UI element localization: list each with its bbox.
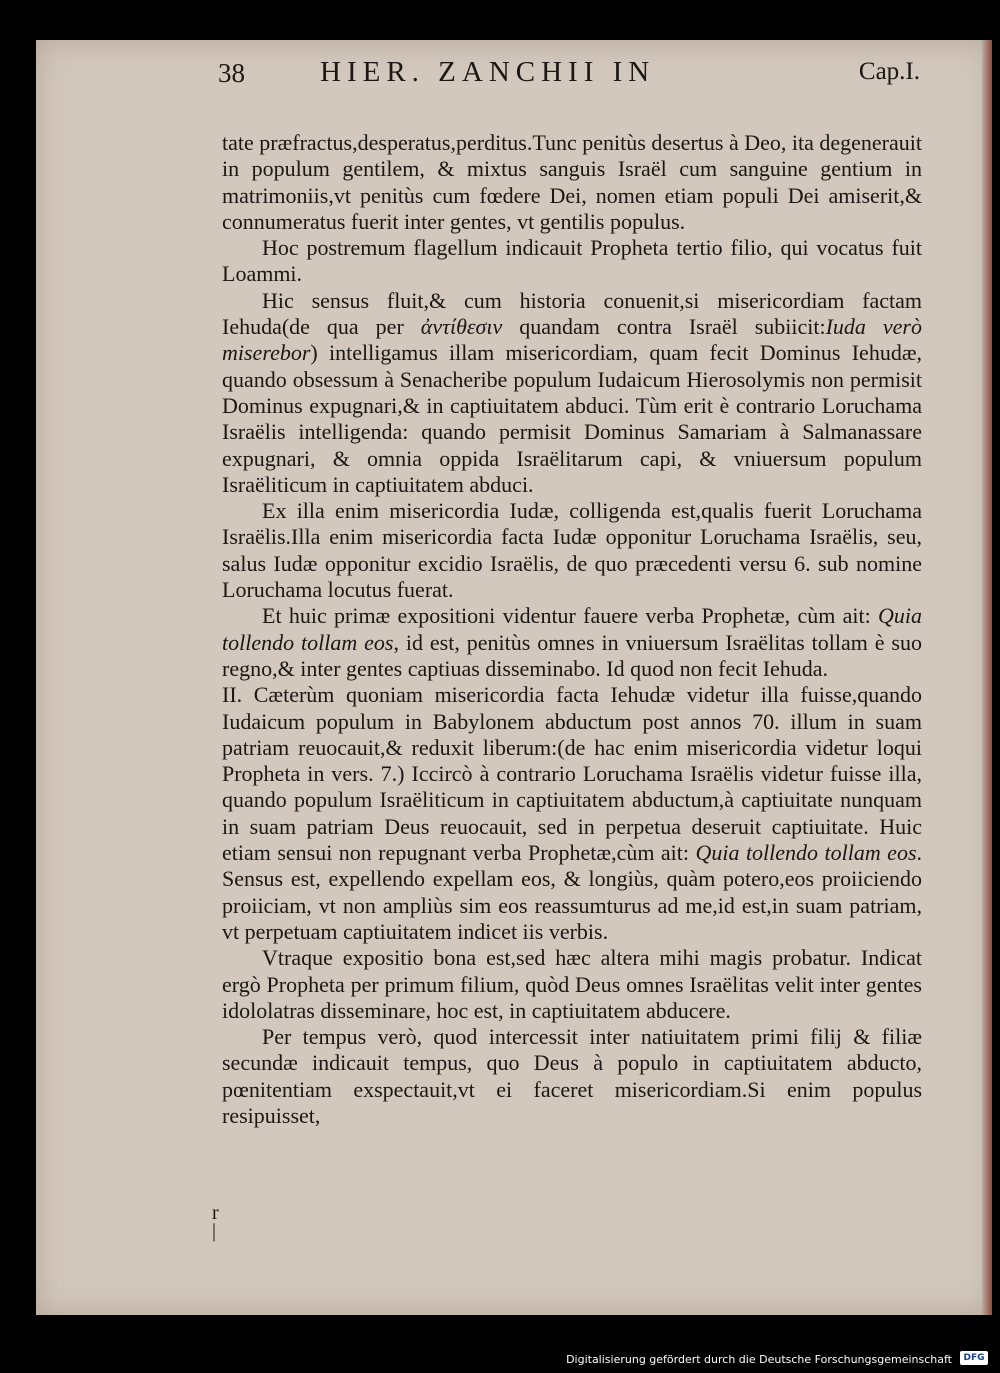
paragraph — [222, 1024, 922, 1129]
text-run: Per tempus verò, quod intercessit inter natiuitatem primi filij & filiæ secundæ indicauit tempus, quo Deus à populo in captiuitatem abducto, pœnitentiam exspectauit,vt ei faceret misericordiam.Si enim populus resipuisset, — [222, 1024, 922, 1128]
italic-text: ἀντίθεσιν — [420, 314, 503, 340]
paragraph — [222, 235, 922, 288]
running-head: HIER. ZANCHII IN — [320, 56, 656, 88]
text-run: II. Cæterùm quoniam misericordia facta Iehudæ videtur illa fuisse,quando Iudaicum populum in Babylonem abductum post annos 70. illum in suam patriam reuocauit,& reduxit liberum:(de hac enim misericordia videtur loqui Propheta in vers. 7.) Iccircò à contrario Loruchama Israëlis videtur fuisse illa, quando populum Israëliticum in captiuitatem abductum,à captiuitate nunquam in suam patriam Deus reuocauit, sed in perpetua deseruit captiuitate. Huic etiam sensui non repugnant verba Prophetæ,cùm ait: — [222, 682, 922, 866]
text-run: Hic sensus fluit,& cum historia conuenit,si misericordiam factam Iehuda(de qua per — [222, 287, 922, 340]
text-run: tate præfractus,desperatus,perditus.Tunc penitùs desertus à Deo, ita degenerauit in populum gentilem, & mixtus sanguis Israël cum sanguine gentium in matrimoniis,vt penitùs cum fœdere Dei, nomen etiam populi Dei amiserit,& connumeratus fuerit inter gentes, vt gentilis populus. — [222, 130, 922, 234]
text-run: Hoc postremum flagellum indicauit Propheta tertio filio, qui vocatus fuit Loammi. — [222, 235, 922, 287]
paragraph — [222, 130, 922, 235]
page-number: 38 — [218, 58, 245, 88]
paragraph — [222, 682, 922, 945]
page-edge — [982, 40, 992, 1315]
text-run: quandam contra Israël subiicit: — [502, 314, 826, 340]
italic-text: Iuda verò miserebor — [222, 314, 922, 366]
dfg-logo-icon: DFG — [960, 1351, 988, 1365]
italic-text: Quia tollendo tollam eos — [222, 603, 922, 655]
text-run: . Sensus est, expellendo expellam eos, & longiùs, quàm potero,eos proiiciendo proiiciam, vt non ampliùs sim eos reassumturus ad me,id est,in suam patriam, vt perpetuam captiuitatem indicet iis verbis. — [222, 840, 923, 944]
paragraph — [222, 945, 922, 1024]
margin-mark: r | — [212, 1202, 219, 1242]
text-run: , id est, penitùs omnes in vniuersum Israëlitas tollam è suo regno,& inter gentes captiuas disseminabo. Id quod non fecit Iehuda. — [222, 629, 922, 681]
footer-credit: Digitalisierung gefördert durch die Deutsche Forschungsgemeinschaft — [566, 1353, 952, 1366]
paragraph — [222, 603, 922, 682]
body-text — [222, 130, 922, 1129]
italic-text: Quia tollendo tollam eos — [695, 840, 917, 866]
text-run: Et huic primæ expositioni videntur fauere verba Prophetæ, cùm ait: — [262, 603, 878, 629]
text-run: ) intelligamus illam misericordiam, quam fecit Dominus Iehudæ, quando obsessum à Senacheribe populum Iudaicum Hierosolymis non permisit Dominus expugnari,& in captiuitatem abduci. Tùm erit è contrario Loruchama Israëlis intelligenda: quando permisit Dominus Samariam à Salmanassare expugnari, & omnia oppida Israëlitarum capi, & vniuersum populum Israëliticum in captiuitatem abduci. — [222, 340, 922, 497]
paragraph — [222, 288, 922, 498]
text-run: Ex illa enim misericordia Iudæ, colligenda est,qualis fuerit Loruchama Israëlis.Illa enim misericordia facta Iudæ opponitur Loruchama Israëlis, seu, salus Iudæ opponitur excidio Israëlis, de quo præcedenti versu 6. sub nomine Loruchama locutus fuerat. — [222, 498, 922, 603]
footer-bar — [0, 1343, 1000, 1373]
paragraph — [222, 498, 922, 603]
page-header — [180, 58, 920, 88]
chapter-label: Cap.I. — [858, 58, 920, 85]
text-run: Vtraque expositio bona est,sed hæc altera mihi magis probatur. Indicat ergò Propheta per primum filium, quòd Deus omnes Israëlitas velit inter gentes idololatras disseminare, hoc est, in captiuitatem abducere. — [222, 945, 922, 1023]
